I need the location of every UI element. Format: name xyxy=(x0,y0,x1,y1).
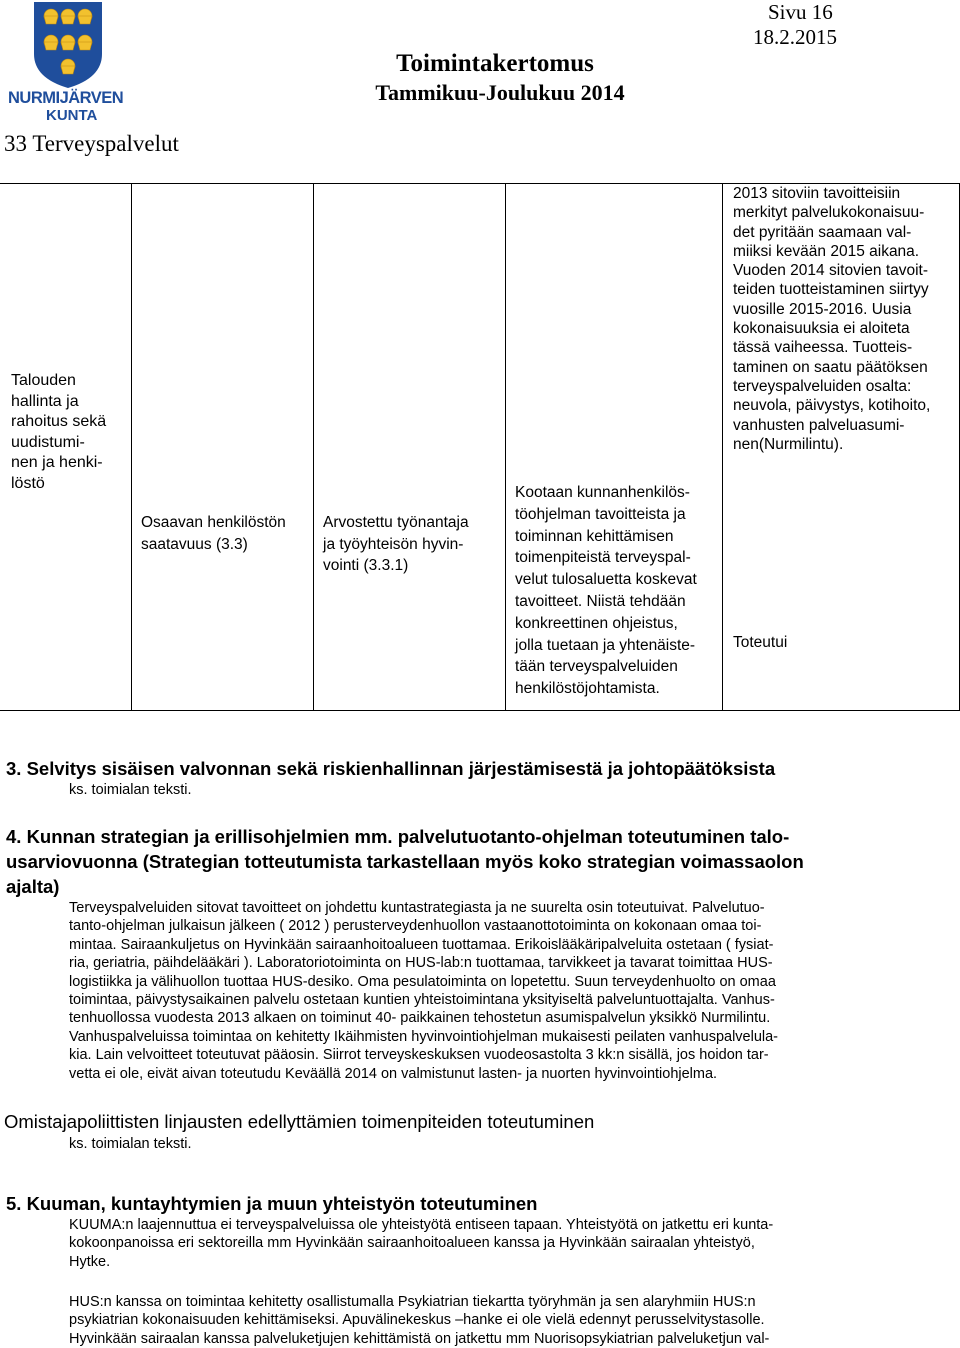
logo-text-1: NURMIJÄRVEN xyxy=(8,89,124,107)
section-5-heading: 5. Kuuman, kuntayhtymien ja muun yhteistyön toteutuminen xyxy=(6,1193,538,1214)
section-4-heading-line-3: ajalta) xyxy=(6,876,60,897)
table-cell-target-area xyxy=(0,183,132,711)
section-3-note: ks. toimialan teksti. xyxy=(69,782,192,798)
owner-policy-note: ks. toimialan teksti. xyxy=(69,1136,192,1152)
document-date: 18.2.2015 xyxy=(753,25,837,49)
table-cell-goal xyxy=(131,183,314,711)
section-5-body-2: HUS:n kanssa on toimintaa kehitetty osallistumalla Psykiatrian tiekartta työryhmän ja sen alaryhmiin HUS:n psykiatrian kokonaisuuden kehittämiseksi. Apuvälinekeskus –hanke ei ole vielä edennyt perusselvitystasolle. Hyvinkään sairaalan kanssa palveluketjujen kehittämistä on jatkettu mm Nuorisopsykiatrian palveluketjun val- xyxy=(69,1294,770,1347)
section-4-body: Terveyspalveluiden sitovat tavoitteet on johdettu kuntastrategiasta ja ne suurelta osin toteutuivat. Palvelutuo- tanto-ohjelman julkaisun jälkeen ( 2012 ) perusterveydenhuollon vastaanottotoiminta on kokonaan omaa toi- mintaa. Sairaankuljetus on Hyvinkään sairaanhoitoalueen tuottamaa. Erikoislääkäripalveluita ostetaan ( fysiat- ria, geriatria, päihdelääkäri ). Laboratoriotoiminta on HUS-lab:n tuottamaa, tarvikkeet ja tavarat toimittaa HUS- logistiikka ja välihuollon tuottaa HUS-desiko. Oma pesulatoiminta on lopetettu. Suun terveydenhuolto on omaa toimintaa, päivystysaikainen palvelu ostetaan kuntien yhteistoimintana yksityiseltä palveluntuottajalta. Vanhus- tenhuollossa vuodesta 2013 alkaen on toiminut 40- paikkainen tehostetun asumispalvelun yksikkö Nurmilintu. Vanhuspalveluissa toimintaa on kehitetty Ikäihmisten hyvinvointiohjelman mukaisesti peilaten vanhuspalvelula- kia. Lain velvoitteet toteutuvat pääosin. Siirrot terveyskeskuksen vuodeosastolta 3 kk:n sisällä, jos hoidon tar- vetta ei ole, eivät aivan toteutudu Keväällä 2014 on valmistunut lasten- ja nuorten hyvinvointiohjelma. xyxy=(69,900,779,1082)
measure-text: Kootaan kunnanhenkilös- töohjelman tavoitteista ja toiminnan kehittämisen toimenpiteistä terveyspal- velut tulosaluetta koskevat tavoitteet. Niistä tehdään konkreettinen ohjeistus, jolla tuetaan ja yhtenäiste- tään terveyspalveluiden henkilöstöjohtamista. xyxy=(515,484,697,698)
goal-text: Osaavan henkilöstön saatavuus (3.3) xyxy=(141,514,286,553)
table-cell-subgoal xyxy=(313,183,506,711)
target-area-text: Talouden hallinta ja rahoitus sekä uudistumi- nen ja henki- löstö xyxy=(11,372,107,492)
result-text: 2013 sitoviin tavoitteisiin merkityt palvelukokonaisuu- det pyritään saamaan val- miiksi kevään 2015 aikana. Vuoden 2014 sitovien tavoit- teiden tuotteistaminen siirtyy vuosille 2015-2016. Uusia kokonaisuuksia ei aloiteta tässä vaiheessa. Tuotteis- taminen on saatu päätöksen terveyspalveluiden osalta: neuvola, päivystys, kotihoito, vanhusten palveluasumi- nen(Nurmilintu). xyxy=(733,185,931,453)
table-cell-result xyxy=(722,183,960,711)
section-title: 33 Terveyspalvelut xyxy=(4,131,179,156)
table-cell-measure xyxy=(505,183,723,711)
logo-text-2: KUNTA xyxy=(46,107,98,124)
section-3-heading: 3. Selvitys sisäisen valvonnan sekä riskienhallinnan järjestämisestä ja johtopäätöksista xyxy=(6,758,776,779)
owner-policy-heading: Omistajapoliittisten linjausten edellyttämien toimenpiteiden toteutuminen xyxy=(4,1111,595,1132)
page-number: Sivu 16 xyxy=(768,0,833,24)
result-status: Toteutui xyxy=(733,634,788,651)
document-period: Tammikuu-Joulukuu 2014 xyxy=(375,80,625,105)
section-4-heading-line-1: 4. Kunnan strategian ja erillisohjelmien mm. palvelutuotanto-ohjelman toteutuminen talo- xyxy=(6,826,790,847)
goal-table xyxy=(0,183,960,711)
section-4-heading-line-2: usarviovuonna (Strategian totteutumista tarkastellaan myös koko strategian voimassaolon xyxy=(6,851,804,872)
section-5-body-1: KUUMA:n laajennuttua ei terveyspalveluissa ole yhteistyötä entiseen tapaan. Yhteistyötä on jatkettu eri kunta- kokoonpanoissa eri sektoreilla mm Hyvinkään sairaanhoitoalueen kanssa ja Hyvinkään sairaalan yhteistyö, Hytke. xyxy=(69,1217,774,1270)
subgoal-text: Arvostettu työnantaja ja työyhteisön hyvin- vointi (3.3.1) xyxy=(323,514,469,574)
document-title: Toimintakertomus xyxy=(396,50,594,77)
